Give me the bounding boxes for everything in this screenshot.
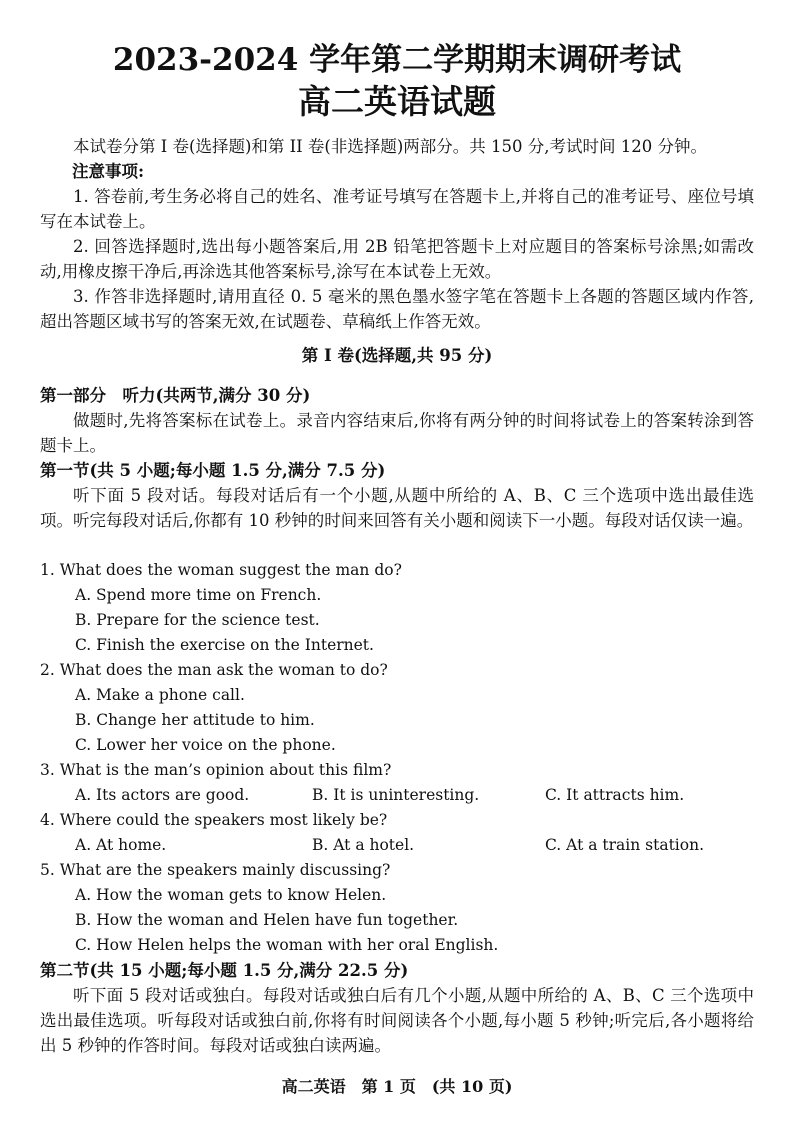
page-footer: 高二英语 第 1 页 (共 10 页) — [281, 1077, 513, 1096]
question-stem: 4. Where could the speakers most likely be? — [40, 811, 388, 829]
question-option: A. At home. — [75, 836, 167, 854]
question-option: A. Make a phone call. — [75, 686, 245, 704]
section1-title: 第一节(共 5 小题;每小题 1.5 分,满分 7.5 分) — [40, 461, 386, 480]
notice-item-3: 3. 作答非选择题时,请用直径 0. 5 毫米的黑色墨水签字笔在答题卡上各题的答题区域内作答,超出答题区域书写的答案无效,在试题卷、草稿纸上作答无效。 — [40, 287, 754, 331]
part1-title: 第一部分 听力(共两节,满分 30 分) — [40, 386, 311, 405]
question-option: B. Prepare for the science test. — [75, 611, 320, 629]
question-stem: 2. What does the man ask the woman to do? — [40, 661, 388, 679]
notice-item-1: 1. 答卷前,考生务必将自己的姓名、准考证号填写在答题卡上,并将自己的准考证号、座位号填写在本试卷上。 — [40, 187, 754, 231]
question-option: B. How the woman and Helen have fun together. — [75, 911, 459, 929]
notice-title: 注意事项: — [72, 162, 145, 181]
question-option: B. It is uninteresting. — [312, 786, 480, 804]
intro-paragraph: 本试卷分第 I 卷(选择题)和第 II 卷(非选择题)两部分。共 150 分,考试时间 120 分钟。 — [73, 137, 707, 156]
question-stem: 3. What is the man’s opinion about this film? — [40, 761, 392, 779]
notice-item-2: 2. 回答选择题时,选出每小题答案后,用 2B 铅笔把答题卡上对应题目的答案标号涂黑;如需改动,用橡皮擦干净后,再涂选其他答案标号,涂写在本试卷上无效。 — [40, 237, 754, 281]
question-stem: 1. What does the woman suggest the man do? — [40, 561, 402, 579]
question-option: A. Its actors are good. — [75, 786, 250, 804]
section1-instruction: 听下面 5 段对话。每段对话后有一个小题,从题中所给的 A、B、C 三个选项中选出最佳选项。听完每段对话后,你都有 10 秒钟的时间来回答有关小题和阅读下一小题。每段对话仅读一遍。 — [40, 486, 754, 530]
section2-instruction: 听下面 5 段对话或独白。每段对话或独白后有几个小题,从题中所给的 A、B、C 三个选项中选出最佳选项。听每段对话或独白前,你将有时间阅读各个小题,每小题 5 秒钟;听完后,各小题将给出 5 秒钟的作答时间。每段对话或独白读两遍。 — [40, 986, 754, 1055]
question-option: C. At a train station. — [545, 836, 705, 854]
section2-title: 第二节(共 15 小题;每小题 1.5 分,满分 22.5 分) — [40, 961, 409, 980]
part1-instruction: 做题时,先将答案标在试卷上。录音内容结束后,你将有两分钟的时间将试卷上的答案转涂到答题卡上。 — [40, 411, 754, 455]
question-option: A. How the woman gets to know Helen. — [75, 886, 387, 904]
question-option: C. How Helen helps the woman with her oral English. — [75, 936, 499, 954]
question-option: C. It attracts him. — [545, 786, 685, 804]
question-option: A. Spend more time on French. — [75, 586, 322, 604]
exam-title: 2023-2024 学年第二学期期末调研考试 — [112, 42, 682, 78]
question-option: C. Lower her voice on the phone. — [75, 736, 336, 754]
question-option: B. At a hotel. — [312, 836, 415, 854]
question-stem: 5. What are the speakers mainly discussing? — [40, 861, 391, 879]
volume-title: 第 I 卷(选择题,共 95 分) — [301, 346, 493, 365]
question-option: C. Finish the exercise on the Internet. — [75, 636, 374, 654]
question-option: B. Change her attitude to him. — [75, 711, 315, 729]
exam-subtitle: 高二英语试题 — [298, 82, 496, 121]
